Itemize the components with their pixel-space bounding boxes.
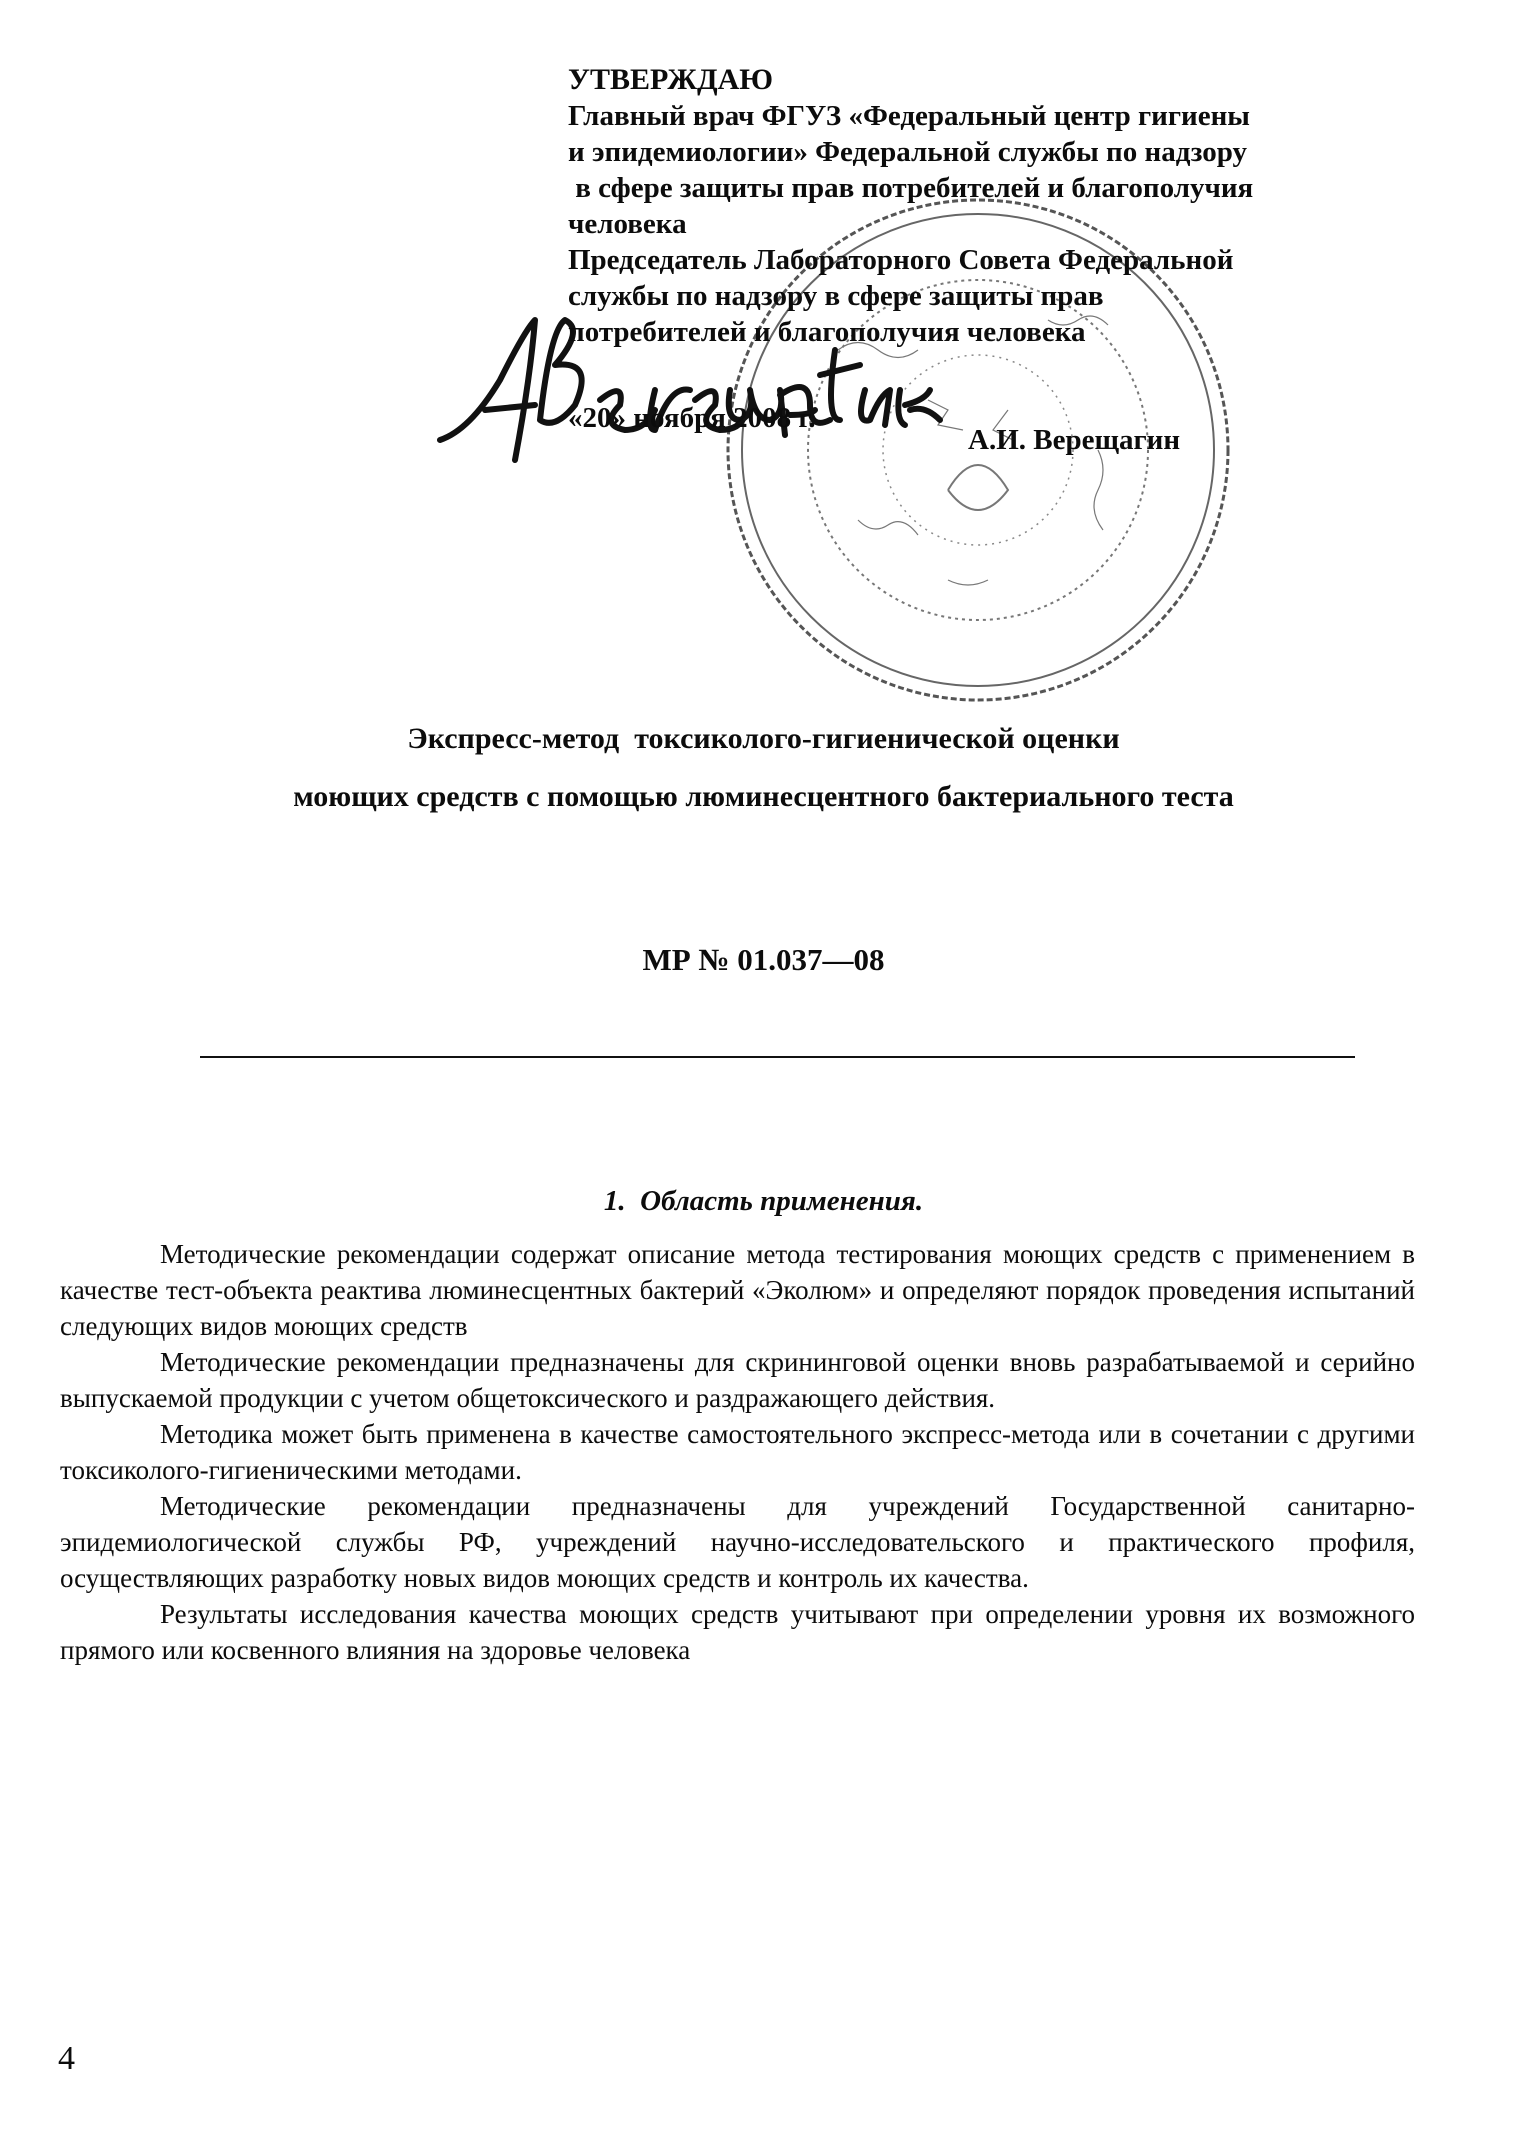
approval-line: человека (568, 208, 687, 240)
paragraph: Методика может быть применена в качестве самостоятельного экспресс-метода или в сочетании с другими токсиколого-гигиеническими методами. (60, 1419, 1415, 1485)
paragraph: Методические рекомендации содержат описание метода тестирования моющих средств с применением в качестве тест-объекта реактива люминесцентных бактерий «Эколюм» и определяют порядок проведения испытаний следующих видов моющих средств (60, 1239, 1415, 1341)
section-body (60, 1236, 1415, 1668)
document-title-line1: Экспресс-метод токсиколого-гигиенической оценки (407, 722, 1120, 755)
approval-line: Председатель Лабораторного Совета Федеральной (568, 244, 1234, 276)
document-number: МР № 01.037—08 (642, 942, 885, 977)
approval-line: в сфере защиты прав потребителей и благополучия (568, 172, 1254, 204)
approval-date: «20» ноября 2008 г. (568, 402, 816, 434)
document-title-line2: моющих средств с помощью люминесцентного бактериального теста (293, 780, 1234, 813)
paragraph: Результаты исследования качества моющих средств учитывают при определении уровня их возможного прямого или косвенного влияния на здоровье человека (60, 1599, 1415, 1665)
paragraph: Методические рекомендации предназначены для скрининговой оценки вновь разрабатываемой и серийно выпускаемой продукции с учетом общетоксического и раздражающего действия. (60, 1347, 1415, 1413)
approval-heading: УТВЕРЖДАЮ (568, 63, 774, 96)
horizontal-divider (200, 1056, 1355, 1058)
page-number: 4 (58, 2040, 75, 2077)
approval-line: и эпидемиологии» Федеральной службы по надзору (568, 136, 1247, 168)
approval-block (568, 62, 1428, 456)
section-heading: 1. Область применения. (603, 1185, 924, 1217)
approval-line: службы по надзору в сфере защиты прав (568, 280, 1104, 312)
signer-name: А.И. Верещагин (968, 424, 1181, 456)
paragraph: Методические рекомендации предназначены для учреждений Государственной санитарно-эпидемиологической службы РФ, учреждений научно-исследовательского и практического профиля, осуществляющих разработку новых видов моющих средств и контроль их качества. (60, 1491, 1415, 1593)
approval-line: потребителей и благополучия человека (568, 316, 1086, 348)
approval-line: Главный врач ФГУЗ «Федеральный центр гигиены (568, 100, 1250, 132)
